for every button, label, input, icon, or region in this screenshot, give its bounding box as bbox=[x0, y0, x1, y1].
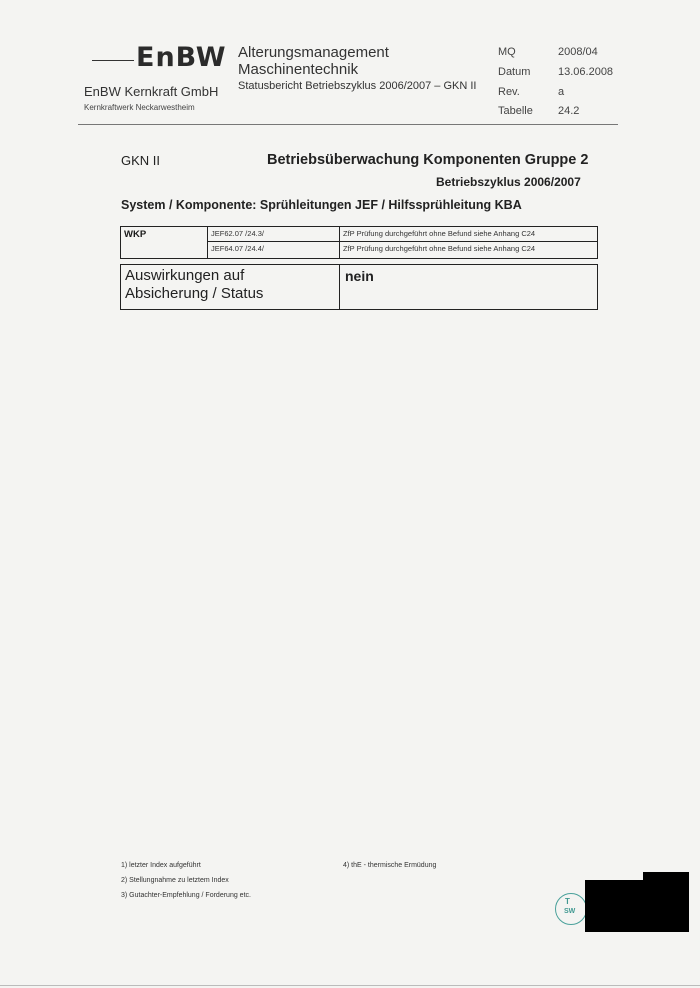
footnote: 3) Gutachter-Empfehlung / Forderung etc. bbox=[121, 892, 251, 899]
section-title: Betriebsüberwachung Komponenten Gruppe 2 bbox=[267, 152, 589, 168]
cycle-label: Betriebszyklus 2006/2007 bbox=[436, 175, 581, 189]
table-divider bbox=[207, 241, 597, 242]
meta-label-datum: Datum bbox=[498, 66, 531, 78]
table-row-ref: JEF62.07 /24.3/ bbox=[211, 229, 264, 238]
table-divider bbox=[339, 227, 340, 258]
unit-label: GKN II bbox=[121, 153, 161, 168]
table-row-ref: JEF64.07 /24.4/ bbox=[211, 244, 264, 253]
system-label: System / Komponente: Sprühleitungen JEF / Hilfssprühleitung KBA bbox=[121, 198, 522, 212]
impact-label-line1: Auswirkungen auf bbox=[125, 267, 245, 284]
meta-value-rev: a bbox=[558, 86, 565, 98]
impact-table bbox=[120, 264, 598, 310]
plant-name: Kernkraftwerk Neckarwestheim bbox=[84, 103, 195, 112]
wkp-label: WKP bbox=[124, 229, 147, 240]
company-name: EnBW Kernkraft GmbH bbox=[84, 84, 219, 99]
table-row-result: ZfP Prüfung durchgeführt ohne Befund siehe Anhang C24 bbox=[343, 229, 536, 238]
meta-label-mq: MQ bbox=[498, 46, 516, 58]
enbw-logo: EnBW bbox=[136, 42, 227, 73]
doc-title-line3: Statusbericht Betriebszyklus 2006/2007 – GKN II bbox=[238, 80, 477, 92]
meta-value-mq: 2008/04 bbox=[558, 46, 598, 58]
table-row-result: ZfP Prüfung durchgeführt ohne Befund siehe Anhang C24 bbox=[343, 244, 536, 253]
redaction-block bbox=[585, 880, 689, 932]
doc-title-line1: Alterungsmanagement bbox=[238, 44, 389, 61]
footnote: 2) Stellungnahme zu letztem Index bbox=[121, 877, 229, 884]
tuv-stamp-icon: T SW bbox=[555, 893, 587, 925]
table-divider bbox=[339, 265, 340, 309]
footnote: 1) letzter Index aufgeführt bbox=[121, 862, 201, 869]
wkp-table bbox=[120, 226, 598, 259]
page-edge bbox=[0, 985, 700, 986]
logo-rule bbox=[92, 60, 134, 61]
meta-label-tabelle: Tabelle bbox=[498, 105, 533, 117]
footnote: 4) thE - thermische Ermüdung bbox=[343, 862, 437, 869]
impact-value: nein bbox=[345, 268, 374, 284]
doc-title-line2: Maschinentechnik bbox=[238, 61, 359, 78]
meta-value-tabelle: 24.2 bbox=[558, 105, 580, 117]
header-divider bbox=[78, 124, 618, 125]
impact-label bbox=[125, 267, 263, 303]
impact-label-line2: Absicherung / Status bbox=[125, 285, 264, 302]
meta-label-rev: Rev. bbox=[498, 86, 520, 98]
table-divider bbox=[207, 227, 208, 258]
meta-value-datum: 13.06.2008 bbox=[558, 66, 614, 78]
